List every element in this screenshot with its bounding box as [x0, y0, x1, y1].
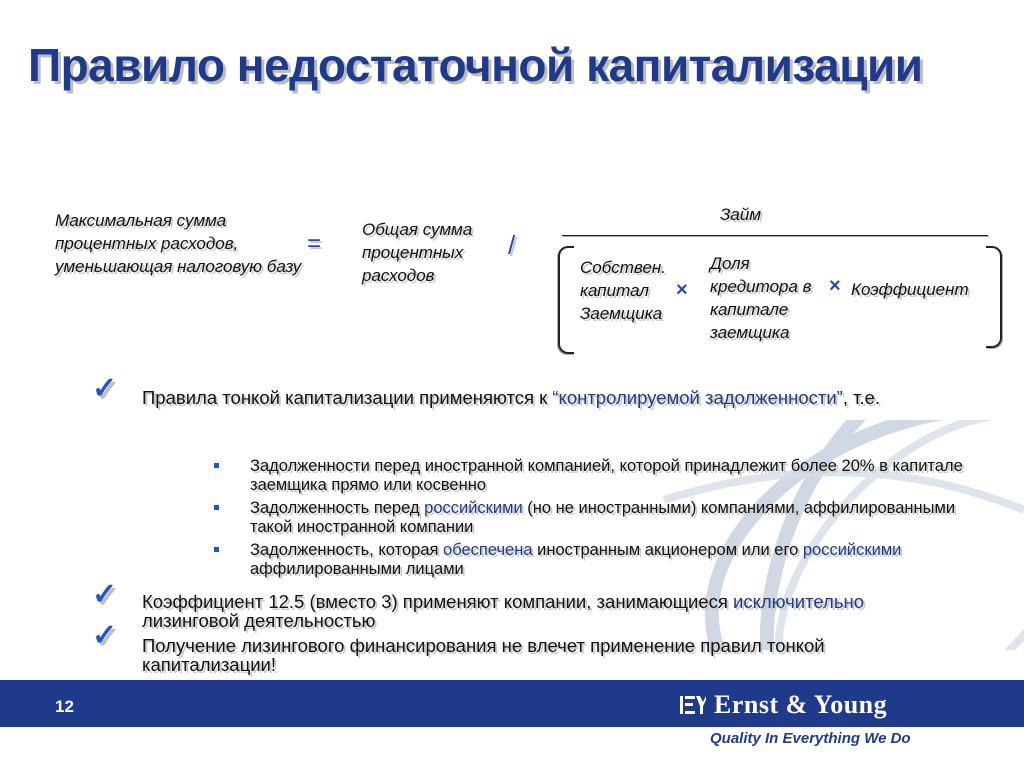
- left-bracket: [558, 246, 574, 354]
- checkmark-icon: ✓: [92, 578, 118, 611]
- ey-logo: [680, 690, 887, 720]
- tagline: Quality In Everything We Do: [710, 730, 911, 747]
- formula-creditor-share: Доля кредитора в капитале заемщика: [710, 254, 812, 342]
- divide-sign: /: [508, 230, 516, 260]
- bullet-square-icon: [214, 463, 219, 468]
- page-number: 12: [55, 697, 74, 716]
- list-item: Задолженность, которая обеспечена иностранным акционером или его российскими аффилированными лицами: [212, 541, 972, 579]
- list-item: Коэффициент 12.5 (вместо 3) применяют компании, занимающиеся исключительно лизинговой деятельностью: [142, 591, 864, 631]
- formula-numerator-loan: Займ: [720, 205, 761, 224]
- right-bracket: [986, 246, 1002, 348]
- bullet-square-icon: [214, 505, 219, 510]
- list-item: Задолженности перед иностранной компанией, которой принадлежит более 20% в капитале заемщика прямо или косвенно: [212, 457, 972, 495]
- formula-coefficient: Коэффициент: [851, 280, 969, 299]
- fraction-line: [562, 235, 988, 236]
- list-item: Правила тонкой капитализации применяются к “контролируемой задолженности”, т.е.: [142, 387, 881, 408]
- multiply-sign: ×: [829, 275, 841, 297]
- page-title: Правило недостаточной капитализации: [28, 39, 923, 91]
- multiply-sign: ×: [676, 279, 688, 301]
- highlight-text: “контролируемой задолженности”: [552, 387, 843, 408]
- sub-list: [212, 457, 972, 583]
- formula-total-interest: Общая сумма процентных расходов: [362, 220, 473, 285]
- formula-left-text: Максимальная сумма процентных расходов, уменьшающая налоговую базу: [55, 211, 302, 276]
- brand-name: Ernst & Young: [714, 690, 888, 719]
- formula-equity: Собствен. капитал Заемщика: [580, 258, 666, 323]
- equals-sign: =: [307, 230, 322, 257]
- list-item: Получение лизингового финансирования не влечет применение правил тонкой капитализации!: [142, 635, 825, 675]
- ey-logo-icon: [680, 693, 706, 717]
- checkmark-icon: ✓: [92, 619, 118, 652]
- list-item: Задолженность перед российскими (но не иностранными) компаниями, аффилированными такой иностранной компании: [212, 499, 972, 537]
- bullet-square-icon: [214, 547, 219, 552]
- checkmark-icon: ✓: [92, 372, 118, 405]
